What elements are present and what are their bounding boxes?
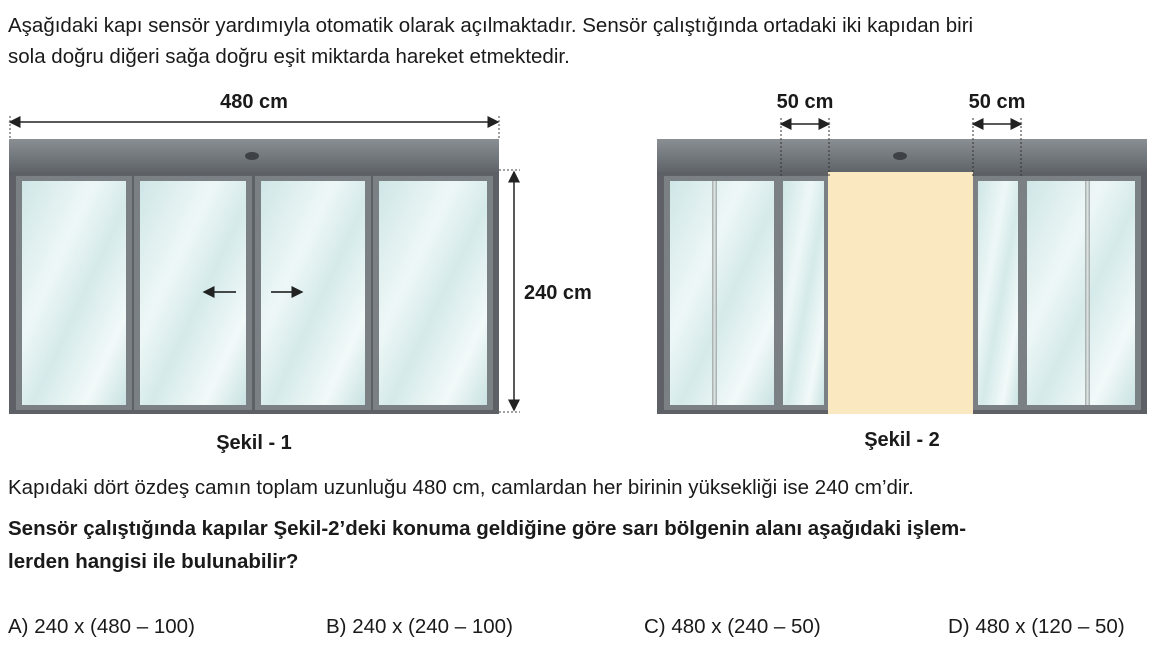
info-text: Kapıdaki dört özdeş camın toplam uzunluğu 480 cm, camlardan her birinin yüksekliği ise 240 cm’dir.	[8, 476, 914, 499]
glass-panel-3	[973, 176, 1023, 410]
glass-panel-1	[16, 176, 132, 410]
option-a[interactable]	[8, 615, 195, 639]
option-c-text: 480 x (240 – 50)	[671, 615, 821, 638]
question-text	[8, 512, 1156, 578]
option-b-letter: B)	[326, 615, 347, 638]
option-c-letter: C)	[644, 615, 666, 638]
figure-1-drawing	[0, 88, 600, 460]
figure-1-caption: Şekil - 1	[216, 432, 292, 454]
option-b-text: 240 x (240 – 100)	[352, 615, 513, 638]
figure-2-drawing	[648, 88, 1158, 460]
width-label: 480 cm	[220, 91, 288, 113]
yellow-region	[828, 172, 973, 414]
option-d[interactable]	[948, 615, 1125, 639]
sensor-icon	[245, 152, 259, 160]
sensor-icon	[893, 152, 907, 160]
question-line-2: lerden hangisi ile bulunabilir?	[8, 550, 299, 573]
intro-text	[8, 10, 1158, 72]
left-gap-label: 50 cm	[776, 91, 834, 113]
glass-panel-2	[134, 176, 252, 410]
option-a-text: 240 x (480 – 100)	[34, 615, 195, 638]
intro-line-1: Aşağıdaki kapı sensör yardımıyla otomatik olarak açılmaktadır. Sensör çalıştığında ortadaki iki kapıdan biri	[8, 14, 974, 37]
intro-line-2: sola doğru diğeri sağa doğru eşit miktarda hareket etmektedir.	[8, 45, 570, 68]
glass-panel-2	[777, 176, 828, 410]
option-a-letter: A)	[8, 615, 29, 638]
glass-panel-4	[1021, 176, 1141, 410]
glass-panel-3	[255, 176, 371, 410]
glass-panel-4	[373, 176, 493, 410]
height-label: 240 cm	[524, 282, 592, 304]
question-line-1: Sensör çalıştığında kapılar Şekil-2’deki konuma geldiğine göre sarı bölgenin alanı aşağıdaki işlem-	[8, 517, 967, 540]
figure-2-caption: Şekil - 2	[864, 429, 940, 451]
option-c[interactable]	[644, 615, 821, 639]
figure-2	[648, 88, 1158, 460]
option-d-text: 480 x (120 – 50)	[975, 615, 1125, 638]
glass-panel-1	[664, 176, 780, 410]
figure-1	[0, 88, 600, 460]
right-gap-label: 50 cm	[968, 91, 1026, 113]
option-b[interactable]	[326, 615, 513, 639]
option-d-letter: D)	[948, 615, 970, 638]
